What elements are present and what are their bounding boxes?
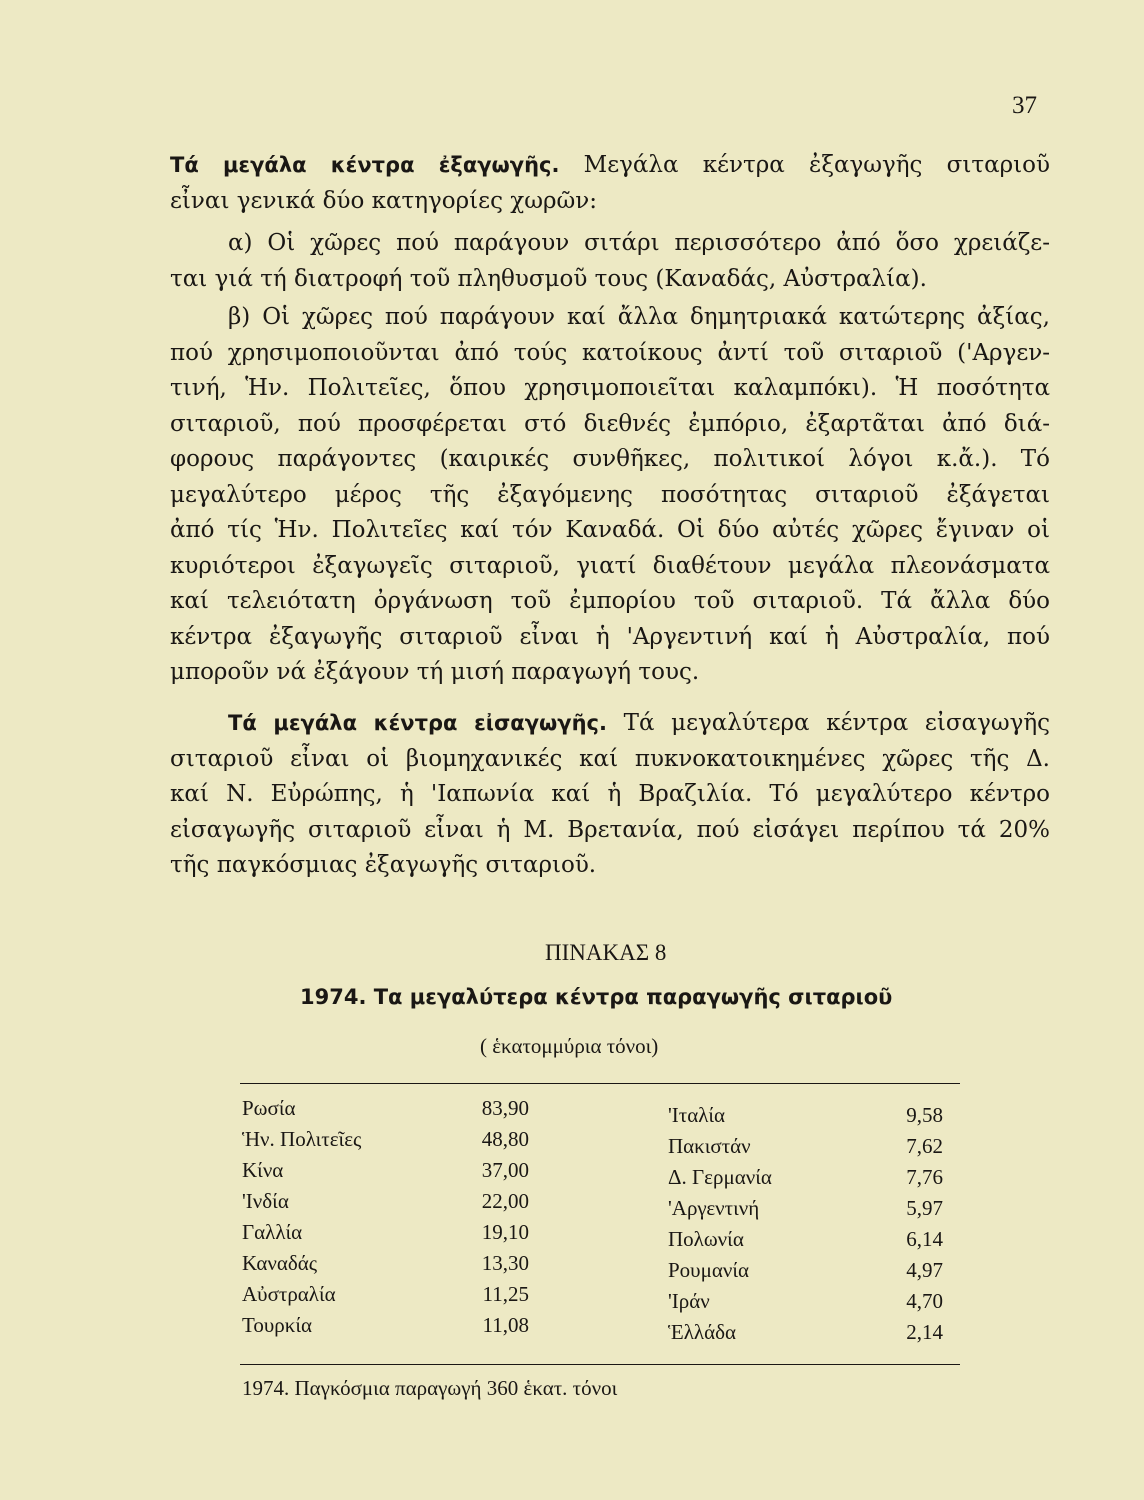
text-line: Μεγάλα κέντρα ἐξαγωγῆς σιταριοῦ xyxy=(559,152,1050,178)
text-line: β) Οἱ χῶρες πού παράγουν καί ἄλλα δημητριακά κατώτερης ἀξίας, xyxy=(228,304,1050,330)
table-row xyxy=(242,1279,529,1310)
text-line: εἰσαγωγῆς σιταριοῦ εἶναι ἡ Μ. Βρετανία, πού εἰσάγει περίπου τά 20% xyxy=(170,816,1050,843)
production-value: 83,90 xyxy=(481,1096,529,1120)
table-bottom-rule xyxy=(240,1364,960,1365)
paragraph-import-centers xyxy=(170,706,1050,884)
text-line: φορους παράγοντες (καιρικές συνθῆκες, πολιτικοί λόγοι κ.ἄ.). Τό xyxy=(170,446,1050,472)
text-line: μεγαλύτερο μέρος τῆς ἐξαγόμενης ποσότητας σιταριοῦ ἐξάγεται xyxy=(170,481,1050,508)
text-line: κυριότεροι ἐξαγωγεῖς σιταριοῦ, γιατί διαθέτουν μεγάλα πλεονάσματα xyxy=(170,552,1050,579)
table-row xyxy=(242,1093,529,1124)
production-value: 7,76 xyxy=(906,1165,943,1189)
production-value: 4,97 xyxy=(906,1258,943,1282)
country-name: 'Αργεντινή xyxy=(668,1196,760,1220)
text-line: τῆς παγκόσμιας ἐξαγωγῆς σιταριοῦ. xyxy=(170,852,597,878)
text-line: σιταριοῦ εἶναι οἱ βιομηχανικές καί πυκνοκατοικημένες χῶρες τῆς Δ. xyxy=(170,745,1050,772)
production-value: 48,80 xyxy=(481,1127,529,1151)
table-row xyxy=(668,1162,943,1193)
table-row xyxy=(242,1155,529,1186)
text-line: μποροῦν νά ἐξάγουν τή μισή παραγωγή τους. xyxy=(170,659,700,685)
production-value: 11,08 xyxy=(482,1313,529,1337)
production-value: 11,25 xyxy=(482,1282,529,1306)
table-heading: 1974. Τα μεγαλύτερα κέντρα παραγωγῆς σιταριοῦ xyxy=(300,985,893,1009)
table-row xyxy=(668,1224,943,1255)
table-row xyxy=(668,1255,943,1286)
country-name: Ρωσία xyxy=(242,1096,296,1120)
text-line: κέντρα ἐξαγωγῆς σιταριοῦ εἶναι ἡ 'Αργεντινή καί ἡ Αὐστραλία, πού xyxy=(170,623,1050,650)
table-row xyxy=(668,1100,943,1131)
country-name: 'Ινδία xyxy=(242,1189,289,1213)
table-right-column xyxy=(668,1100,943,1348)
country-name: Ἑλλάδα xyxy=(668,1320,736,1344)
country-name: 'Ιράν xyxy=(668,1289,710,1313)
country-name: Τουρκία xyxy=(242,1313,312,1337)
production-value: 9,58 xyxy=(906,1103,943,1127)
paragraph-category-b xyxy=(170,300,1050,691)
country-name: Αὐστραλία xyxy=(242,1282,336,1306)
text-line: καί Ν. Εὐρώπης, ἡ 'Ιαπωνία καί ἡ Βραζιλία. Τό μεγαλύτερο κέντρο xyxy=(170,781,1050,807)
country-name: Γαλλία xyxy=(242,1220,303,1244)
section-heading-export: Τά μεγάλα κέντρα ἐξαγωγῆς. xyxy=(170,153,560,177)
table-left-column xyxy=(242,1093,529,1341)
table-row xyxy=(668,1131,943,1162)
country-name: Κίνα xyxy=(242,1158,284,1182)
page-number: 37 xyxy=(1012,92,1037,119)
text-line: ἀπό τίς Ἡν. Πολιτεῖες καί τόν Καναδά. Οἱ δύο αὐτές χῶρες ἔγιναν οἱ xyxy=(170,517,1050,543)
text-line: καί τελειότατη ὀργάνωση τοῦ ἐμπορίου τοῦ σιταριοῦ. Τά ἄλλα δύο xyxy=(170,588,1050,614)
text-line: εἶναι γενικά δύο κατηγορίες χωρῶν: xyxy=(170,187,597,214)
production-value: 7,62 xyxy=(906,1134,943,1158)
production-value: 2,14 xyxy=(906,1320,943,1344)
table-footnote: 1974. Παγκόσμια παραγωγή 360 ἑκατ. τόνοι xyxy=(242,1376,618,1400)
table-row xyxy=(242,1186,529,1217)
country-name: Ἡν. Πολιτεῖες xyxy=(242,1127,362,1151)
text-line: ται γιά τή διατροφή τοῦ πληθυσμοῦ τους (Καναδάς, Αὐστραλία). xyxy=(170,265,927,292)
production-value: 4,70 xyxy=(906,1289,943,1313)
paragraph-category-a xyxy=(170,226,1050,297)
production-value: 37,00 xyxy=(481,1158,529,1182)
country-name: 'Ιταλία xyxy=(668,1103,726,1127)
text-line: Τά μεγαλύτερα κέντρα εἰσαγωγῆς xyxy=(606,710,1050,736)
text-line: σιταριοῦ, πού προσφέρεται στό διεθνές ἐμπόριο, ἐξαρτᾶται ἀπό διά- xyxy=(170,410,1050,437)
paragraph-export-centers xyxy=(170,148,1050,219)
table-row xyxy=(242,1217,529,1248)
production-value: 22,00 xyxy=(481,1189,529,1213)
table-unit: ( ἑκατομμύρια τόνοι) xyxy=(480,1034,659,1058)
table-row xyxy=(242,1124,529,1155)
text-line: πού χρησιμοποιοῦνται ἀπό τούς κατοίκους ἀντί τοῦ σιταριοῦ ('Αργεν- xyxy=(170,339,1050,366)
text-line: τινή, Ἡν. Πολιτεῖες, ὅπου χρησιμοποιεῖται καλαμπόκι). Ἡ ποσότητα xyxy=(170,375,1050,401)
production-value: 13,30 xyxy=(481,1251,529,1275)
production-value: 6,14 xyxy=(906,1227,943,1251)
table-label: ΠΙΝΑΚΑΣ 8 xyxy=(545,940,667,965)
production-value: 19,10 xyxy=(481,1220,529,1244)
table-top-rule xyxy=(240,1083,960,1084)
country-name: Καναδάς xyxy=(242,1251,318,1275)
country-name: Δ. Γερμανία xyxy=(668,1165,772,1189)
table-row xyxy=(668,1193,943,1224)
text-line: α) Οἱ χῶρες πού παράγουν σιτάρι περισσότερο ἀπό ὅσο χρειάζε- xyxy=(228,230,1050,256)
country-name: Ρουμανία xyxy=(668,1258,749,1282)
country-name: Πακιστάν xyxy=(668,1134,751,1158)
section-heading-import: Τά μεγάλα κέντρα εἰσαγωγῆς. xyxy=(228,711,607,735)
table-row xyxy=(242,1310,529,1341)
country-name: Πολωνία xyxy=(668,1227,744,1251)
table-row xyxy=(242,1248,529,1279)
table-row xyxy=(668,1286,943,1317)
production-value: 5,97 xyxy=(906,1196,943,1220)
table-row xyxy=(668,1317,943,1348)
